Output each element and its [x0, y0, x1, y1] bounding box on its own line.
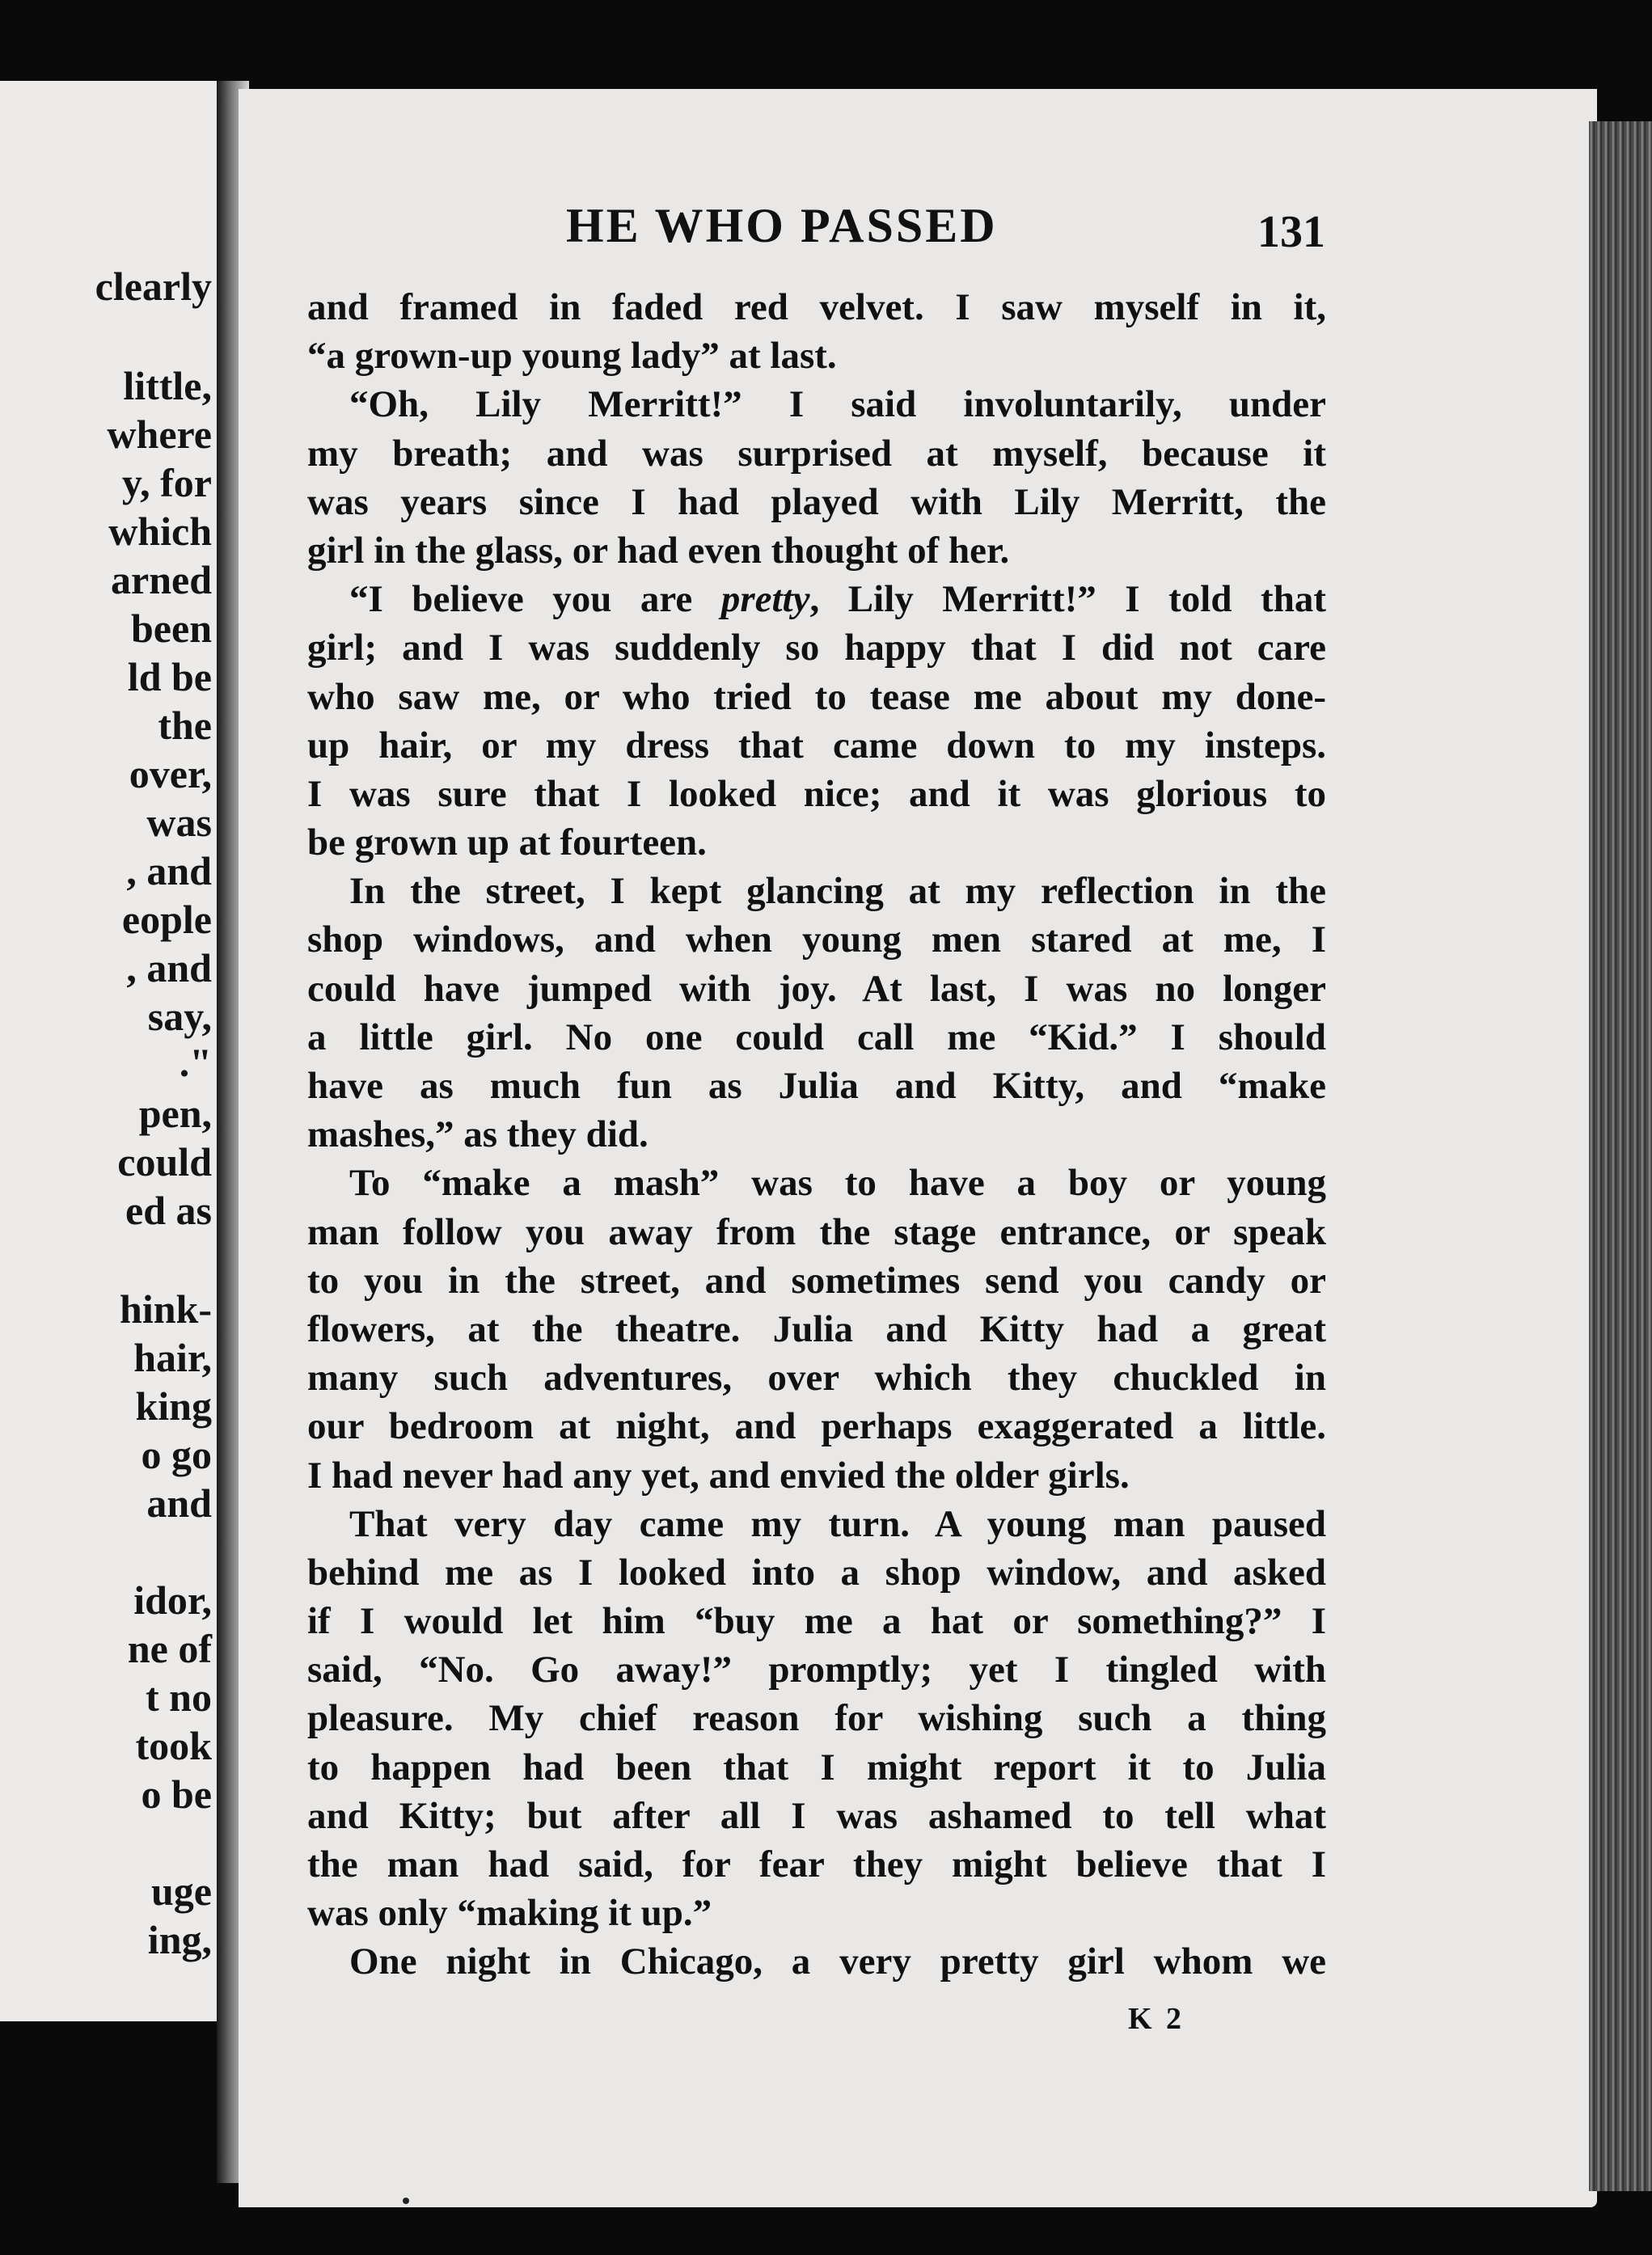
left-page-line: took [135, 1723, 212, 1768]
left-page-line: uge [151, 1869, 212, 1914]
body-line: mashes,” as they did. [307, 1113, 649, 1156]
body-line: said, “No. Go away!” promptly; yet I tingled with [307, 1649, 1326, 1691]
left-page-line: ne of [127, 1626, 212, 1671]
body-line: be grown up at fourteen. [307, 821, 707, 864]
left-page-line: ." [179, 1040, 212, 1085]
body-line: to happen had been that I might report it to Julia [307, 1746, 1326, 1788]
body-line: and framed in faded red velvet. I saw myself in it, [307, 286, 1326, 328]
ink-speck [403, 2198, 409, 2204]
body-line: who saw me, or who tried to tease me about my done- [307, 675, 1326, 718]
left-page-line: ld be [127, 654, 212, 699]
left-page-line: the [158, 703, 212, 748]
body-line: and Kitty; but after all I was ashamed to tell what [307, 1794, 1326, 1837]
left-page-line: hair, [133, 1335, 212, 1380]
page-number: 131 [1257, 207, 1325, 257]
body-line: I was sure that I looked nice; and it was glorious to [307, 772, 1326, 815]
body-line: behind me as I looked into a shop window, and asked [307, 1551, 1326, 1594]
left-page-line: pen, [138, 1091, 212, 1136]
running-head: HE WHO PASSED [566, 199, 998, 252]
body-line: “Oh, Lily Merritt!” I said involuntarily, under [349, 383, 1326, 426]
body-text [307, 283, 1326, 1987]
left-page-line: been [131, 606, 212, 651]
body-line: girl in the glass, or had even thought of her. [307, 529, 1010, 572]
left-page-line: and [146, 1480, 212, 1526]
left-page-line: y, for [121, 460, 212, 505]
left-page-line: t no [146, 1674, 212, 1720]
body-line: I had never had any yet, and envied the older girls. [307, 1454, 1130, 1497]
body-line: That very day came my turn. A young man paused [349, 1502, 1326, 1545]
body-line: the man had said, for fear they might believe that I [307, 1843, 1326, 1886]
body-line: girl; and I was suddenly so happy that I did not care [307, 627, 1326, 669]
body-line: if I would let him “buy me a hat or something?” I [307, 1600, 1326, 1643]
left-page-line: o be [141, 1771, 212, 1817]
left-page-line: , and [126, 945, 212, 990]
body-line: pleasure. My chief reason for wishing such a thing [307, 1697, 1326, 1740]
left-page-line: was [146, 800, 212, 845]
left-page-line: king [135, 1383, 212, 1429]
left-page-line: hink- [120, 1286, 212, 1332]
body-line: was only “making it up.” [307, 1892, 712, 1935]
left-page-line: clearly [95, 264, 212, 309]
body-line: “I believe you are pretty, Lily Merritt!” I told that [349, 578, 1326, 621]
body-line: flowers, at the theatre. Julia and Kitty had a great [307, 1307, 1326, 1350]
left-facing-page [0, 81, 225, 2021]
body-line: In the street, I kept glancing at my reflection in the [349, 870, 1326, 913]
page-edges [1589, 121, 1652, 2191]
left-page-line: , and [126, 848, 212, 893]
left-page-line: ed as [125, 1188, 212, 1233]
body-line: shop windows, and when young men stared at me, I [307, 918, 1326, 961]
left-page-line: arned [111, 557, 212, 602]
body-line: up hair, or my dress that came down to my insteps. [307, 724, 1326, 766]
body-line: many such adventures, over which they chuckled in [307, 1357, 1326, 1400]
body-line: to you in the street, and sometimes send you candy or [307, 1259, 1326, 1302]
body-line: man follow you away from the stage entrance, or speak [307, 1210, 1326, 1253]
body-line: “a grown-up young lady” at last. [307, 335, 837, 378]
left-page-line: which [108, 509, 212, 554]
body-line: To “make a mash” was to have a boy or young [349, 1162, 1326, 1205]
left-page-line: idor, [133, 1577, 212, 1623]
left-page-line: over, [129, 751, 212, 796]
body-line: our bedroom at night, and perhaps exaggerated a little. [307, 1405, 1326, 1448]
body-line: could have jumped with joy. At last, I was no longer [307, 967, 1326, 1010]
left-page-line: could [117, 1139, 212, 1185]
left-page-line: o go [141, 1432, 212, 1477]
left-page-line: ing, [147, 1917, 212, 1962]
left-page-line: say, [147, 994, 212, 1039]
left-page-line: eople [121, 897, 212, 942]
body-line: a little girl. No one could call me “Kid.” I should [307, 1016, 1326, 1058]
body-line: have as much fun as Julia and Kitty, and “make [307, 1065, 1326, 1107]
body-line: was years since I had played with Lily Merritt, the [307, 480, 1326, 523]
body-line: One night in Chicago, a very pretty girl whom we [349, 1940, 1326, 1983]
left-page-line: little, [123, 363, 212, 408]
left-page-line: where [107, 412, 212, 457]
signature-mark: K 2 [1128, 2002, 1185, 2036]
body-line: my breath; and was surprised at myself, because it [307, 432, 1326, 475]
